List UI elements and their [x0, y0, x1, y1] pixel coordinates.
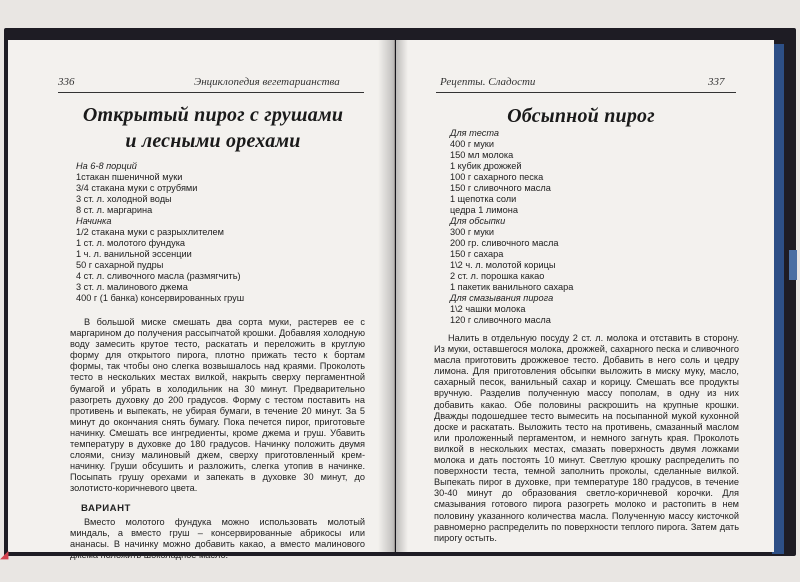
- ingredient-item: 120 г сливочного масла: [450, 315, 551, 325]
- ingredient-item: 4 ст. л. сливочного масла (размягчить): [76, 271, 241, 281]
- ingredient-item: 1\2 ч. л. молотой корицы: [450, 260, 556, 270]
- instructions-paragraph: [70, 317, 365, 495]
- ingredient-item: 1 кубик дрожжей: [450, 161, 522, 171]
- ingredient-item: 1 ст. л. молотого фундука: [76, 238, 186, 248]
- ingredient-item: 50 г сахарной пудры: [76, 260, 164, 270]
- left-page: [8, 40, 395, 561]
- ingredient-item: 3 ст. л. малинового джема: [76, 282, 188, 292]
- header-rule: [436, 92, 736, 93]
- ingredient-item: 1 щепотка соли: [450, 194, 517, 204]
- ingredient-item: цедра 1 лимона: [450, 205, 518, 215]
- ingredient-item: 2 ст. л. порошка какао: [450, 271, 545, 281]
- ingredient-item: 1\2 чашки молока: [450, 304, 526, 314]
- ingredient-item: 100 г сахарного песка: [450, 172, 544, 182]
- variant-text: Вместо молотого фундука можно использовать молотый миндаль, а вместо груш – консервированные абрикосы или ананасы. В начинку можно добавить какао, а вместо малинового джема положить шоколадное масло.: [70, 517, 365, 561]
- ingredient-item: 200 гр. сливочного масла: [450, 238, 559, 248]
- ingredient-item: 3/4 стакана муки с отрубями: [76, 183, 198, 193]
- ingredient-section-heading: Начинка: [76, 216, 112, 226]
- ingredient-item: 400 г (1 банка) консервированных груш: [76, 293, 245, 303]
- ingredient-section-heading: Для теста: [450, 128, 500, 138]
- ingredient-item: 1 пакетик ванильного сахара: [450, 282, 574, 292]
- ingredient-item: 1стакан пшеничной муки: [76, 172, 183, 182]
- ingredient-item: 300 г муки: [450, 227, 494, 237]
- ingredient-item: 150 мл молока: [450, 150, 514, 160]
- running-head: Рецепты. Сладости: [440, 76, 536, 88]
- bookmark-ribbon: [789, 250, 797, 280]
- ingredient-item: 400 г муки: [450, 139, 494, 149]
- ingredient-item: 3 ст. л. холодной воды: [76, 194, 172, 204]
- corner-mark: ◢: [0, 549, 9, 561]
- ingredient-list: [450, 128, 573, 326]
- ingredient-item: 8 ст. л. маргарина: [76, 205, 153, 215]
- recipe-title-line1: Открытый пирог с грушами: [82, 104, 344, 126]
- ingredient-item: 1 ч. л. ванильной эссенции: [76, 249, 192, 259]
- ingredient-item: 150 г сахара: [450, 249, 504, 259]
- page-number: 337: [708, 76, 725, 88]
- recipe-title: Обсыпной пирог: [507, 105, 655, 127]
- ingredient-section-heading: Для смазывания пирога: [450, 293, 554, 303]
- page-number: 336: [58, 76, 75, 88]
- recipe-title-line2: и лесными орехами: [125, 130, 301, 152]
- ingredient-section-heading: На 6-8 порций: [76, 161, 137, 171]
- ingredient-list: [76, 161, 244, 304]
- variant-heading: ВАРИАНТ: [81, 503, 131, 514]
- instructions-text: Налить в отдельную посуду 2 ст. л. молока и отставить в сторону. Из муки, оставшегося молока, дрожжей, сахарного песка и сливочного масла приготовить дрожжевое тесто. Добавить в него соль и цедру лимона. Для приготовления обсыпки выложить в миску муку, масло, сахарный песок, ванильный сахар и корицу. Смешать все продукты вручную. Разделив полученную массу пополам, в одну из них добавить какао. Обе половины раскрошить на крупные крошки. Дважды подошедшее тесто вымесить на посыпанной мукой кухонной доске и раскатать. Выложить тесто на противень, смазанный маслом или проложенный пергаментом, и немного загнуть края. Проколоть вилкой в нескольких местах, смазать поверхность двумя ложками молока и дать постоять 10 минут. Светлую крошку распределить по поверхности теста, темной заполнить проколы, сделанные вилкой. Выпекать пирог в духовке, при температуре 180 градусов, в течение 30-40 минут до образования светло-коричневой корочки. Для смазывания готового пирога разогреть молоко и растопить в нем половину указанного количества масла. Полученную массу кисточкой равномерно распределить по поверхности теплого пирога. Затем дать пирогу остыть.: [434, 333, 739, 543]
- ingredient-item: 1/2 стакана муки с разрыхлителем: [76, 227, 224, 237]
- right-page: [396, 40, 774, 552]
- header-rule: [58, 92, 364, 93]
- instructions-text: В большой миске смешать два сорта муки, растерев ее с маргарином до получения рассыпчатой крошки. Добавляя холодную воду замесить крутое тесто, раскатать и переложить в круглую форму для открытого пирога, плотно прижать тесто к бортам формы, так чтобы оно слегка возвышалось над краями. Проколоть тесто в нескольких местах вилкой, накрыть сверху пергаментной бумагой и убрать в холодильник на 30 минут. Предварительно разогреть духовку до 200 градусов. Форму с тестом поставить на противень и выпекать, не убирая бумаги, в течение 20 минут. За 5 минут до окончания снять бумагу. Пока печется пирог, приготовьте начинку. Смешать все ингредиенты, кроме джема и груш. Убавить температуру в духовке до 180 градусов. Начинку положить двумя слоями, снизу малиновый джем, сверху приготовленный крем-начинку. Груши обсушить и разложить, слегка утопив в начинке. Посыпать грушу орехами и запекать в духовке 30 минут, до золотисто-коричневого цвета.: [70, 317, 365, 494]
- ingredient-item: 150 г сливочного масла: [450, 183, 551, 193]
- variant-paragraph: [70, 517, 365, 561]
- running-head: Энциклопедия вегетарианства: [194, 76, 340, 88]
- ingredient-section-heading: Для обсыпки: [450, 216, 506, 226]
- instructions-paragraph: [434, 333, 739, 544]
